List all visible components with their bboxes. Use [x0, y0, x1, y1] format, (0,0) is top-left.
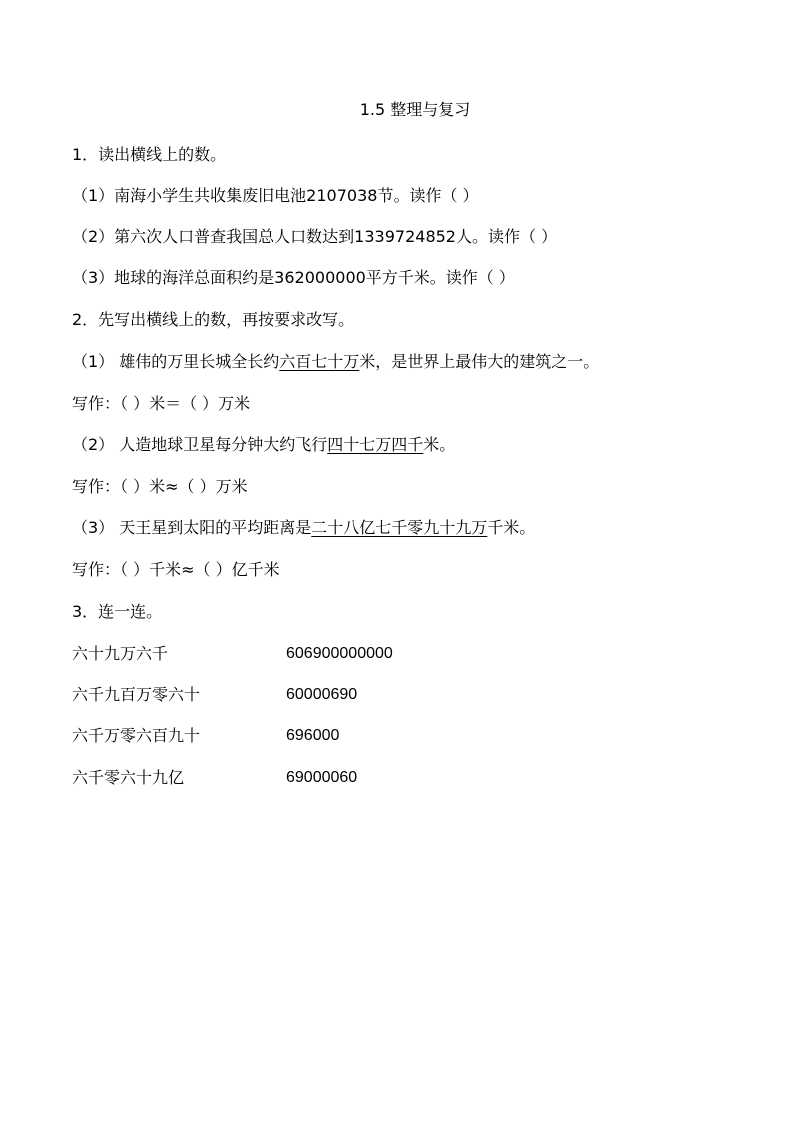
- q2-item-2: [72, 434, 455, 456]
- q3-right-1[interactable]: 606900000000: [286, 645, 393, 662]
- q3-left-1[interactable]: 六十九万六千: [72, 644, 169, 663]
- q1-item-1: （1）南海小学生共收集废旧电池2107038节。读作（ ）: [72, 186, 479, 205]
- q3-heading: 3．连一连。: [72, 602, 163, 621]
- q2-item-3-answer: 写作：（ ）千米≈（ ）亿千米: [72, 560, 280, 579]
- q2-item-2-suffix: 米。: [423, 435, 456, 454]
- q3-right-4[interactable]: 69000060: [286, 769, 358, 786]
- q1-item-3: （3）地球的海洋总面积约是362000000平方千米。读作（ ）: [72, 268, 515, 287]
- q2-item-1-answer: 写作：（ ）米＝（ ）万米: [72, 394, 251, 413]
- page-title: 1.5 整理与复习: [359, 100, 471, 119]
- q1-item-2: （2）第六次人口普查我国总人口数达到1339724852人。读作（ ）: [72, 227, 558, 246]
- q2-item-3-prefix: （3） 天王星到太阳的平均距离是: [72, 518, 312, 537]
- q2-item-2-answer: 写作：（ ）米≈（ ）万米: [72, 477, 248, 496]
- q3-left-3[interactable]: 六千万零六百九十: [72, 726, 201, 745]
- q2-heading: 2．先写出横线上的数，再按要求改写。: [72, 310, 355, 329]
- q3-left-4[interactable]: 六千零六十九亿: [72, 768, 185, 787]
- q2-item-3-underlined: 二十八亿七千零九十九万: [311, 518, 488, 537]
- q2-item-2-prefix: （2） 人造地球卫星每分钟大约飞行: [72, 435, 328, 454]
- q3-right-2[interactable]: 60000690: [286, 686, 358, 703]
- q2-item-1-prefix: （1） 雄伟的万里长城全长约: [72, 352, 280, 371]
- q2-item-1-underlined: 六百七十万: [279, 352, 360, 371]
- q2-item-2-underlined: 四十七万四千: [327, 435, 424, 454]
- q2-item-3-suffix: 千米。: [487, 518, 536, 537]
- q1-heading: 1．读出横线上的数。: [72, 145, 227, 164]
- q3-right-3[interactable]: 696000: [286, 727, 340, 744]
- q2-item-1-suffix: 米，是世界上最伟大的建筑之一。: [359, 352, 600, 371]
- q2-item-3: [72, 517, 535, 539]
- q2-item-1: [72, 351, 599, 373]
- q3-left-2[interactable]: 六千九百万零六十: [72, 685, 201, 704]
